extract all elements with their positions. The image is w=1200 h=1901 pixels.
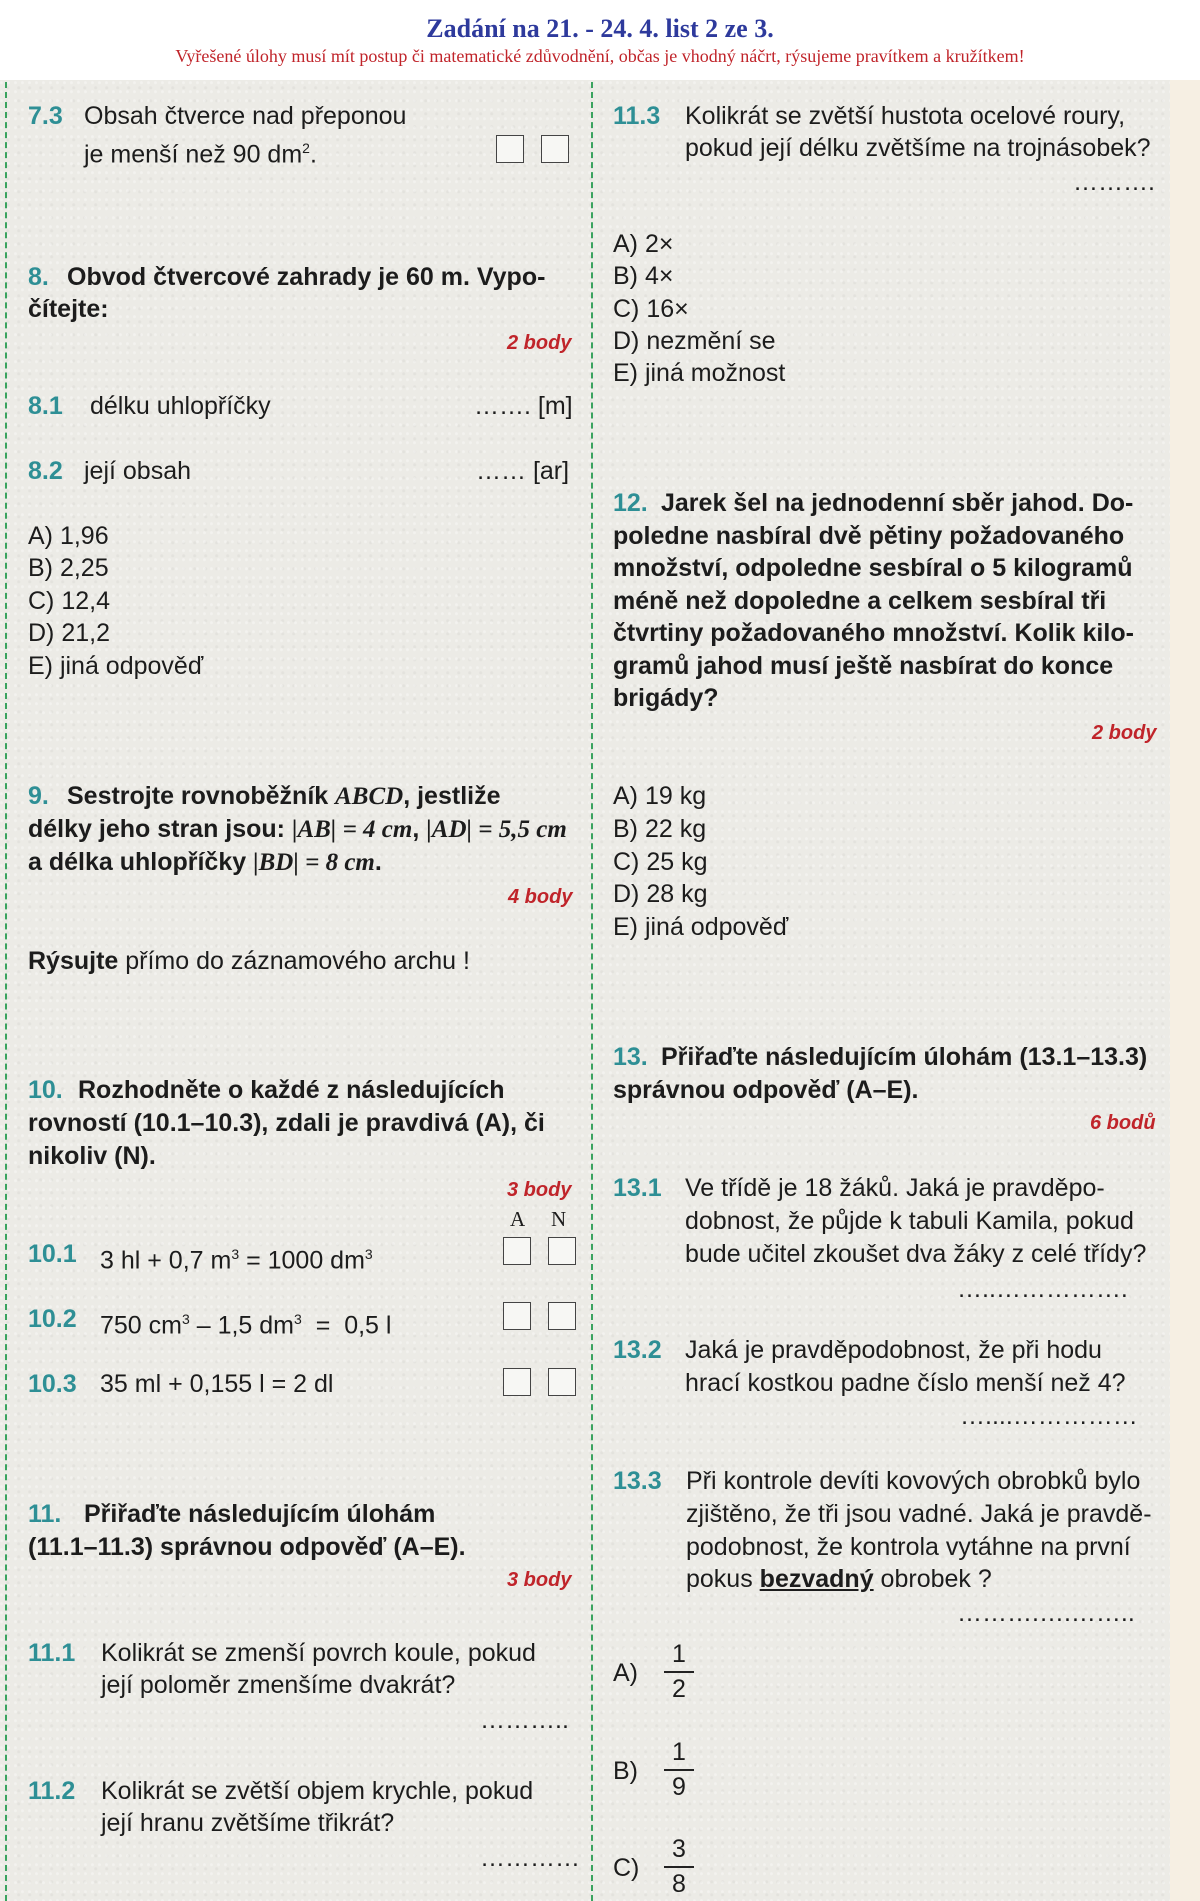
subquestion-text: hrací kostkou padne číslo menší než 4?: [685, 1369, 1126, 1397]
subquestion-text: její obsah: [84, 457, 192, 485]
points-label: 2 body: [507, 332, 572, 354]
question-text: správnou odpověď (A–E).: [613, 1076, 919, 1104]
question-text: rovností (10.1–10.3), zdali je pravdivá (A), či: [28, 1109, 545, 1137]
answer-checkbox-n[interactable]: [548, 1302, 576, 1330]
subquestion-text: délku uhlopříčky: [90, 392, 271, 420]
question-text: nikoliv (N).: [28, 1142, 156, 1170]
answer-blank[interactable]: ……….….……..: [957, 1599, 1135, 1627]
question-text: a délka uhlopříčky |BD| = 8 cm.: [28, 848, 382, 876]
answer-checkbox-n[interactable]: [548, 1237, 576, 1265]
answer-checkbox-n[interactable]: [541, 135, 569, 163]
answer-option: E) jiná možnost: [613, 359, 786, 387]
column-header-a: A: [510, 1207, 526, 1231]
subquestion-number: 11.1: [28, 1639, 76, 1667]
page-title: Zadání na 21. - 24. 4. list 2 ze 3.: [426, 14, 774, 43]
answer-option-label: C): [613, 1854, 640, 1882]
equation: 35 ml + 0,155 l = 2 dl: [100, 1370, 334, 1398]
subquestion-text: bude učitel zkoušet dva žáky z celé třídy?: [685, 1240, 1147, 1268]
subquestion-text: její poloměr zmenšíme dvakrát?: [101, 1671, 456, 1699]
question-number: 12.: [613, 489, 648, 517]
equation: 3 hl + 0,7 $m^3 = 1000$ $dm^3$: [100, 1246, 373, 1275]
points-label: 4 body: [508, 886, 573, 908]
answer-checkbox-a[interactable]: [503, 1237, 531, 1265]
subquestion-text: Jaká je pravděpodobnost, že při hodu: [685, 1336, 1102, 1364]
subquestion-text: zjištěno, že tři jsou vadné. Jaká je pravdě-: [686, 1500, 1152, 1528]
answer-option-label: B): [613, 1757, 638, 1785]
answer-option: E) jiná odpověď: [28, 652, 204, 680]
question-text: čtvrtiny požadovaného množství. Kolik kilo-: [613, 619, 1134, 647]
question-number: 8.: [28, 263, 49, 291]
answer-option: D) nezmění se: [613, 327, 776, 355]
question-text: méně než dopoledne a celkem sesbíral tři: [613, 587, 1107, 615]
answer-option: E) jiná odpověď: [613, 913, 789, 941]
answer-option: C) 16×: [613, 295, 689, 323]
points-label: 6 bodů: [1090, 1112, 1156, 1134]
answer-option: A) 19 kg: [613, 782, 707, 810]
answer-option: C) 12,4: [28, 587, 110, 615]
question-number: 9.: [28, 782, 49, 810]
subquestion-text: dobnost, že půjde k tabuli Kamila, pokud: [685, 1207, 1134, 1235]
left-margin-line: [5, 82, 7, 1901]
answer-checkbox-a[interactable]: [503, 1302, 531, 1330]
answer-option: B) 22 kg: [613, 815, 707, 843]
question-text: Přiřaďte následujícím úlohám: [84, 1500, 436, 1528]
subquestion-number: 11.3: [613, 102, 661, 130]
header: [0, 0, 1200, 80]
question-text: je menší než 90 $dm^2$.: [84, 140, 317, 169]
subquestion-number: 8.1: [28, 392, 63, 420]
answer-option: A) 2×: [613, 230, 674, 258]
equation: 750 $cm^3 - 1,5$ $dm^3 = 0,5$ l: [100, 1311, 392, 1340]
question-text: Přiřaďte následujícím úlohám (13.1–13.3): [661, 1043, 1148, 1071]
subquestion-text: Kolikrát se zmenší povrch koule, pokud: [101, 1639, 536, 1667]
fraction: 1 9: [664, 1738, 694, 1802]
question-text: poledne nasbíral dvě pětiny požadovaného: [613, 522, 1125, 550]
subquestion-text: pokud její délku zvětšíme na trojnásobek?: [685, 134, 1151, 162]
answer-blank[interactable]: …… [ar]: [476, 457, 570, 485]
question-text: Obvod čtvercové zahrady je 60 m. Vypo-: [67, 263, 546, 291]
answer-checkbox-a[interactable]: [503, 1368, 531, 1396]
points-label: 3 body: [507, 1179, 572, 1201]
answer-option: A) 1,96: [28, 522, 109, 550]
subquestion-number: 10.3: [28, 1370, 77, 1398]
answer-option: B) 4×: [613, 262, 674, 290]
subquestion-text: Ve třídě je 18 žáků. Jaká je pravděpo-: [685, 1174, 1105, 1202]
answer-blank[interactable]: …..…………….: [957, 1275, 1128, 1303]
page-subtitle: Vyřešené úlohy musí mít postup či matematické zdůvodnění, občas je vhodný náčrt, rýsujeme pravítkem a kružítkem!: [175, 46, 1025, 66]
column-divider: [591, 82, 593, 1901]
answer-checkbox-n[interactable]: [548, 1368, 576, 1396]
answer-blank[interactable]: ………..: [480, 1706, 569, 1734]
answer-blank[interactable]: …....……………: [960, 1402, 1138, 1430]
subquestion-number: 10.1: [28, 1240, 77, 1268]
fraction: 3 8: [664, 1835, 694, 1899]
subquestion-number: 13.1: [613, 1174, 662, 1202]
question-text: Rozhodněte o každé z následujících: [78, 1076, 505, 1104]
column-header-n: N: [551, 1207, 567, 1231]
answer-option: B) 2,25: [28, 554, 109, 582]
question-text: Jarek šel na jednodenní sběr jahod. Do-: [661, 489, 1134, 517]
subquestion-number: 13.3: [613, 1467, 662, 1495]
question-number: 13.: [613, 1043, 648, 1071]
subquestion-number: 10.2: [28, 1305, 77, 1333]
subquestion-text: Při kontrole devíti kovových obrobků bylo: [686, 1467, 1141, 1495]
answer-option-label: A): [613, 1659, 638, 1687]
question-text: Sestrojte rovnoběžník ABCD, jestliže: [67, 782, 501, 810]
subquestion-number: 11.2: [28, 1777, 76, 1805]
question-text: množství, odpoledne sesbíral o 5 kilogramů: [613, 554, 1133, 582]
answer-blank[interactable]: …………: [480, 1844, 580, 1872]
question-number: 10.: [28, 1076, 63, 1104]
answer-checkbox-a[interactable]: [496, 135, 524, 163]
subquestion-text: Kolikrát se zvětší objem krychle, pokud: [101, 1777, 534, 1805]
drawing-note: Rýsujte přímo do záznamového archu !: [28, 947, 470, 975]
question-text: brigády?: [613, 684, 719, 712]
subquestion-text: pokus bezvadný obrobek ?: [686, 1565, 992, 1593]
question-text: délky jeho stran jsou: |AB| = 4 cm, |AD| = 5,5 cm: [28, 815, 567, 843]
answer-blank[interactable]: ……. [m]: [474, 392, 573, 420]
question-text: gramů jahod musí ještě nasbírat do konce: [613, 652, 1114, 680]
question-text: Obsah čtverce nad přeponou: [84, 102, 407, 130]
subquestion-text: podobnost, že kontrola vytáhne na první: [686, 1533, 1131, 1561]
page-edge: [1170, 80, 1200, 1901]
question-text: čítejte:: [28, 295, 109, 323]
subquestion-text: její hranu zvětšíme třikrát?: [101, 1809, 395, 1837]
points-label: 2 body: [1092, 722, 1157, 744]
fraction: 1 2: [664, 1640, 694, 1704]
subquestion-text: Kolikrát se zvětší hustota ocelové roury,: [685, 102, 1126, 130]
subquestion-number: 13.2: [613, 1336, 662, 1364]
subquestion-number: 8.2: [28, 457, 63, 485]
question-number: 7.3: [28, 102, 63, 130]
answer-blank[interactable]: ……….: [1073, 168, 1155, 196]
question-number: 11.: [28, 1500, 62, 1528]
answer-option: C) 25 kg: [613, 848, 708, 876]
points-label: 3 body: [507, 1569, 572, 1591]
answer-option: D) 21,2: [28, 619, 110, 647]
question-text: (11.1–11.3) správnou odpověď (A–E).: [28, 1533, 466, 1561]
answer-option: D) 28 kg: [613, 880, 708, 908]
